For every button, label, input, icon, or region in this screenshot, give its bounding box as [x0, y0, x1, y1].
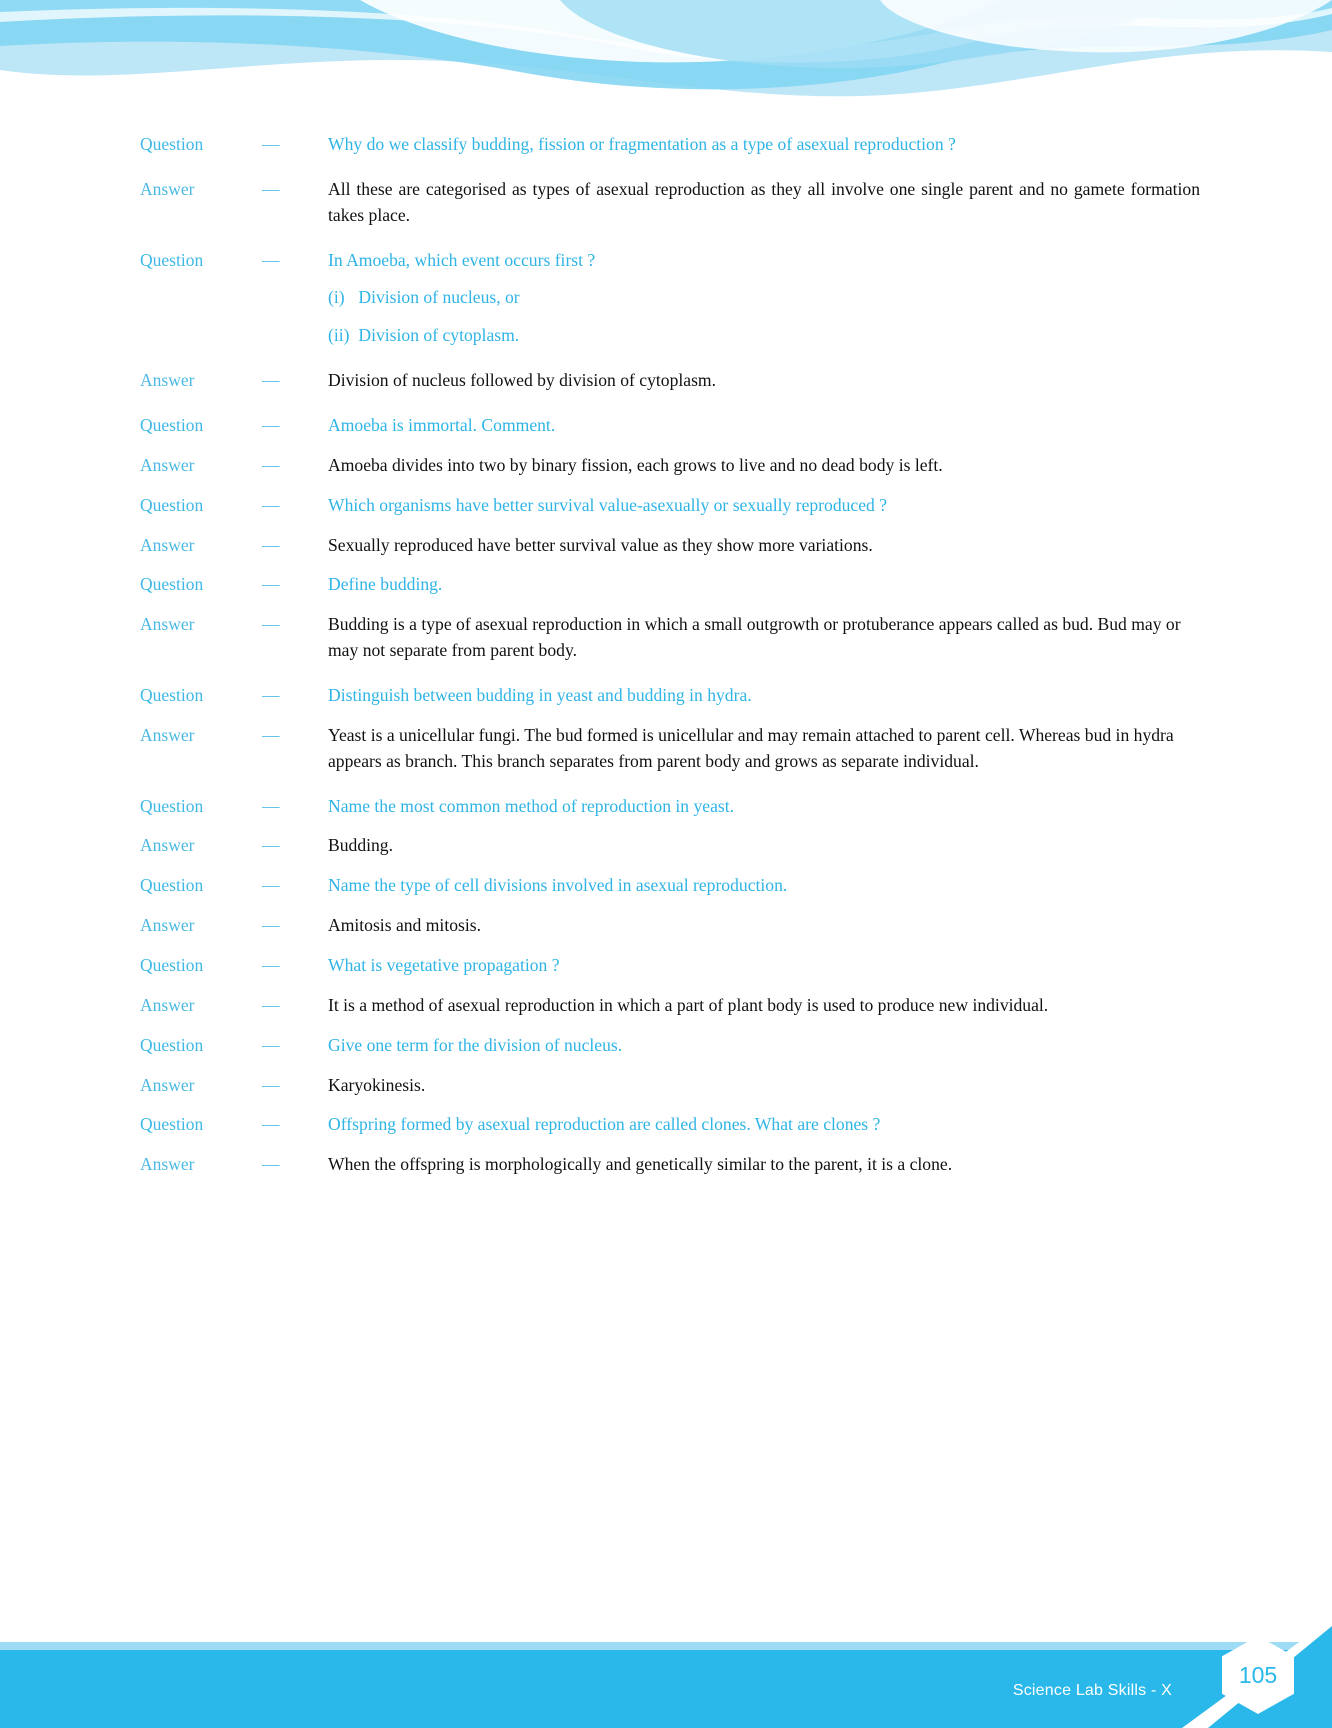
answer-text: When the offspring is morphologically and genetically similar to the parent, it is a clone. — [328, 1154, 953, 1175]
separator-dash: — — [262, 494, 280, 515]
qa-question-row — [140, 493, 1200, 519]
answer-label: Answer — [140, 534, 195, 555]
qa-answer-row — [140, 913, 1200, 939]
answer-text: Amitosis and mitosis. — [328, 915, 481, 936]
separator-dash: — — [262, 915, 280, 936]
separator-dash: — — [262, 574, 280, 595]
separator-dash: — — [262, 415, 280, 436]
qa-answer-row — [140, 723, 1200, 775]
question-text: Define budding. — [328, 574, 443, 595]
separator-dash: — — [262, 454, 280, 475]
sub-item-marker: (ii) — [328, 325, 350, 346]
answer-text: Budding. — [328, 835, 394, 856]
question-label: Question — [140, 955, 204, 976]
separator-dash: — — [262, 1074, 280, 1095]
qa-answer-row — [140, 1152, 1200, 1178]
separator-dash: — — [262, 370, 280, 391]
question-label: Question — [140, 249, 204, 270]
question-sub-item — [328, 285, 1200, 311]
answer-label: Answer — [140, 1074, 195, 1095]
qa-answer-row — [140, 833, 1200, 859]
separator-dash: — — [262, 534, 280, 555]
question-label: Question — [140, 134, 204, 154]
answer-text: It is a method of asexual reproduction in which a part of plant body is used to produce new individual. — [328, 994, 1049, 1015]
separator-dash: — — [262, 1114, 280, 1135]
top-decorative-wave — [0, 0, 1332, 120]
qa-question-row — [140, 1112, 1200, 1138]
question-text: Why do we classify budding, fission or fragmentation as a type of asexual reproduction ? — [328, 134, 956, 154]
qa-answer-row — [140, 533, 1200, 559]
answer-text: Yeast is a unicellular fungi. The bud formed is unicellular and may remain attached to parent cell. Whereas bud in hydra appears as branch. This branch separates from parent body and grows as separate individual. — [328, 724, 1174, 771]
qa-list — [140, 132, 1200, 1192]
separator-dash: — — [262, 249, 280, 270]
answer-text: Division of nucleus followed by division of cytoplasm. — [328, 370, 716, 391]
separator-dash: — — [262, 685, 280, 706]
separator-dash: — — [262, 955, 280, 976]
answer-text: Amoeba divides into two by binary fission, each grows to live and no dead body is left. — [328, 454, 943, 475]
separator-dash: — — [262, 795, 280, 816]
answer-label: Answer — [140, 370, 195, 391]
qa-answer-row — [140, 612, 1200, 664]
qa-question-row — [140, 413, 1200, 439]
question-text: In Amoeba, which event occurs first ? — [328, 249, 596, 270]
qa-answer-row — [140, 453, 1200, 479]
separator-dash: — — [262, 1034, 280, 1055]
qa-answer-row — [140, 1073, 1200, 1099]
separator-dash: — — [262, 994, 280, 1015]
sub-item-marker: (i) — [328, 287, 345, 308]
page-number-badge — [1222, 1636, 1294, 1714]
question-label: Question — [140, 1034, 204, 1055]
question-text: Distinguish between budding in yeast and budding in hydra. — [328, 685, 752, 706]
qa-question-row — [140, 953, 1200, 979]
question-label: Question — [140, 685, 204, 706]
qa-question-row — [140, 248, 1200, 350]
answer-label: Answer — [140, 454, 195, 475]
answer-label: Answer — [140, 724, 195, 745]
qa-answer-row — [140, 993, 1200, 1019]
question-text: Offspring formed by asexual reproduction are called clones. What are clones ? — [328, 1114, 881, 1135]
answer-label: Answer — [140, 915, 195, 936]
question-block — [328, 248, 1200, 350]
answer-label: Answer — [140, 835, 195, 856]
qa-question-row — [140, 794, 1200, 820]
qa-question-row — [140, 683, 1200, 709]
qa-answer-row — [140, 368, 1200, 394]
separator-dash: — — [262, 178, 280, 199]
sub-item-text: Division of nucleus, or — [358, 287, 520, 308]
page-number: 105 — [1238, 1661, 1278, 1688]
answer-text: Budding is a type of asexual reproduction in which a small outgrowth or protuberance appears called as bud. Bud may or may not separate from parent body. — [328, 614, 1181, 661]
question-label: Question — [140, 494, 204, 515]
separator-dash: — — [262, 1154, 280, 1175]
footer-title: Science Lab Skills - X — [1012, 1682, 1172, 1699]
question-label: Question — [140, 574, 204, 595]
question-text: Which organisms have better survival value-asexually or sexually reproduced ? — [328, 494, 888, 515]
separator-dash: — — [262, 134, 280, 154]
question-label: Question — [140, 875, 204, 896]
qa-question-row — [140, 873, 1200, 899]
page-footer — [0, 1618, 1332, 1728]
answer-text: Karyokinesis. — [328, 1074, 426, 1095]
answer-label: Answer — [140, 1154, 195, 1175]
qa-answer-row — [140, 177, 1200, 229]
answer-label: Answer — [140, 614, 195, 635]
question-text: What is vegetative propagation ? — [328, 955, 560, 976]
question-label: Question — [140, 795, 204, 816]
question-label: Question — [140, 1114, 204, 1135]
sub-item-text: Division of cytoplasm. — [358, 325, 520, 346]
wave-graphic — [0, 0, 1332, 120]
answer-label: Answer — [140, 178, 195, 199]
qa-question-row — [140, 132, 1200, 158]
answer-text: Sexually reproduced have better survival value as they show more variations. — [328, 534, 873, 555]
answer-label: Answer — [140, 994, 195, 1015]
question-label: Question — [140, 415, 204, 436]
qa-question-row — [140, 1033, 1200, 1059]
answer-text: All these are categorised as types of asexual reproduction as they all involve one single parent and no gamete formation takes place. — [328, 178, 1200, 225]
separator-dash: — — [262, 835, 280, 856]
separator-dash: — — [262, 875, 280, 896]
separator-dash: — — [262, 614, 280, 635]
question-text: Name the most common method of reproduction in yeast. — [328, 795, 735, 816]
question-text: Name the type of cell divisions involved in asexual reproduction. — [328, 875, 788, 896]
question-text: Amoeba is immortal. Comment. — [328, 415, 556, 436]
separator-dash: — — [262, 724, 280, 745]
question-text: Give one term for the division of nucleus. — [328, 1034, 623, 1055]
question-sub-item — [328, 323, 1200, 349]
qa-question-row — [140, 572, 1200, 598]
